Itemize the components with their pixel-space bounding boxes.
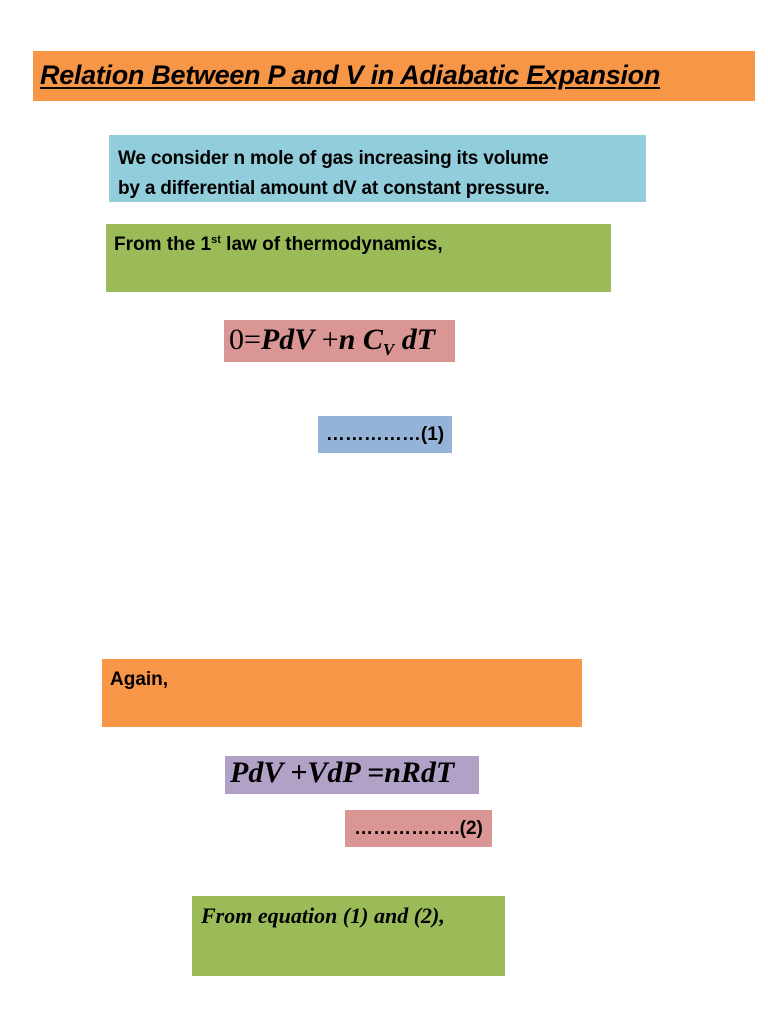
equation-1-label: ……………(1) (325, 423, 445, 445)
first-law-prefix: From the 1 (114, 234, 212, 255)
again-box (102, 659, 582, 727)
equation-2-label: ……………..(2) (354, 817, 483, 839)
title-banner (33, 51, 755, 101)
equation-1-subscript: V (382, 340, 395, 359)
again-label: Again, (110, 669, 169, 690)
equation-1-term-pdv: PdV (260, 323, 315, 356)
equation-1-box (224, 320, 455, 362)
first-law-box (106, 224, 611, 292)
slide-title: Relation Between P and V in Adiabatic Expansion (40, 60, 661, 90)
equation-1-term-ncv: n C (338, 323, 383, 356)
equation-1-plus: + (314, 323, 339, 356)
equation-2-box (225, 756, 479, 794)
equation-1 (229, 323, 435, 360)
equation-1-label-box (318, 416, 452, 453)
intro-text-box (109, 135, 646, 202)
combine-label: From equation (1) and (2), (201, 903, 445, 928)
intro-line-1: We consider n mole of gas increasing its volume (118, 148, 549, 169)
combine-equations-box (192, 896, 505, 976)
first-law-suffix: law of thermodynamics, (220, 234, 443, 255)
equation-1-lhs: 0= (229, 323, 261, 356)
first-law-superscript: st (211, 234, 221, 246)
equation-2: PdV +VdP =nRdT (230, 756, 455, 789)
equation-1-term-dt: dT (394, 323, 436, 356)
equation-2-label-box (345, 810, 492, 847)
intro-line-2: by a differential amount dV at constant pressure. (118, 178, 550, 199)
